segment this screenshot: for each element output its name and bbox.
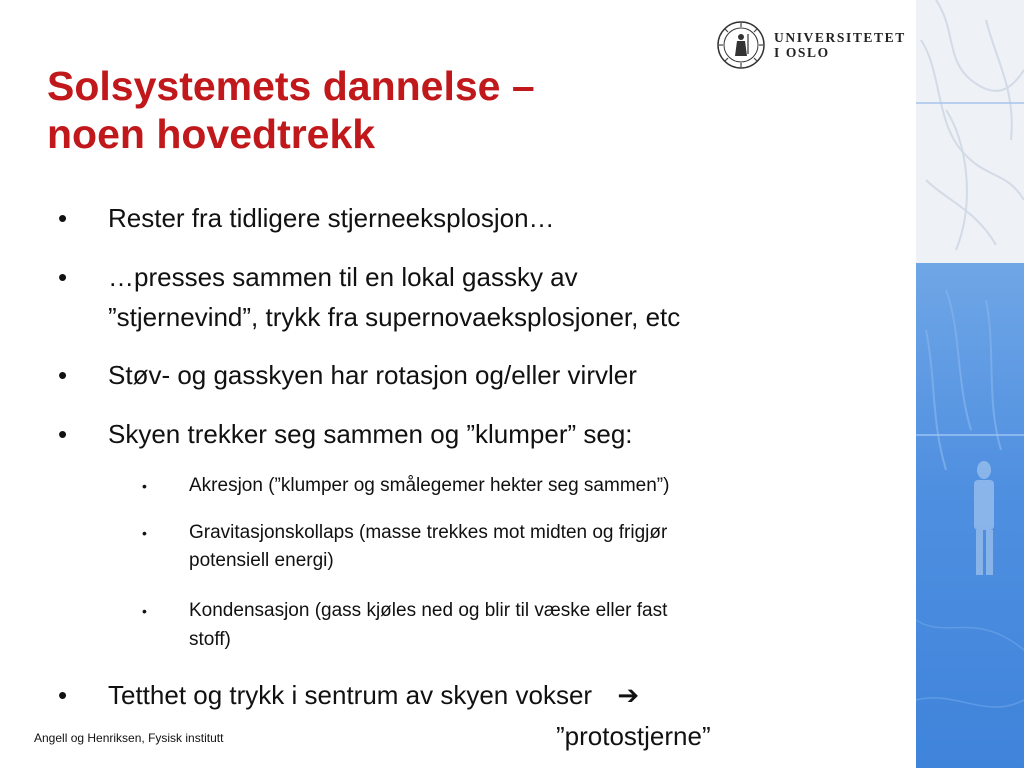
decorative-side-panel <box>916 0 1024 768</box>
decorative-figure-image <box>916 0 1024 768</box>
bullet-marker: • <box>58 262 68 292</box>
bullet-text: ”stjernevind”, trykk fra supernovaeksplosjoner, etc <box>108 302 681 332</box>
bullet-marker: • <box>58 360 68 390</box>
bullet-marker: • <box>58 203 68 233</box>
bullet-continuation-protostjerne: ”protostjerne” <box>556 721 711 751</box>
subbullet-marker: • <box>142 478 147 494</box>
bullet-text: Skyen trekker seg sammen og ”klumper” seg: <box>108 419 633 449</box>
logo-line-2: I OSLO <box>774 45 830 60</box>
subbullet-text: potensiell energi) <box>189 550 334 571</box>
title-line-1: Solsystemets dannelse – <box>47 63 535 109</box>
arrow-right-icon: ➔ <box>617 680 640 710</box>
slide-title <box>47 62 747 158</box>
university-name <box>774 30 906 60</box>
subbullet-text: stoff) <box>189 629 231 650</box>
logo-line-1: UNIVERSITETET <box>774 30 906 45</box>
bullet-text: Rester fra tidligere stjerneeksplosjon… <box>108 203 555 233</box>
subbullet-marker: • <box>142 603 147 619</box>
subbullet-text: Gravitasjonskollaps (masse trekkes mot midten og frigjør <box>189 522 668 543</box>
bullet-text <box>108 679 639 711</box>
bullet-text: …presses sammen til en lokal gassky av <box>108 262 578 292</box>
subbullet-marker: • <box>142 525 147 541</box>
bullet-text: Støv- og gasskyen har rotasjon og/eller virvler <box>108 360 637 390</box>
footer-credit: Angell og Henriksen, Fysisk institutt <box>34 731 224 745</box>
title-line-2: noen hovedtrekk <box>47 111 376 157</box>
bullet-marker: • <box>58 419 68 449</box>
bullet-marker: • <box>58 680 68 710</box>
subbullet-text: Kondensasjon (gass kjøles ned og blir til væske eller fast <box>189 600 668 621</box>
subbullet-text: Akresjon (”klumper og smålegemer hekter seg sammen”) <box>189 475 670 496</box>
last-bullet-text: Tetthet og trykk i sentrum av skyen vokser <box>108 680 593 710</box>
